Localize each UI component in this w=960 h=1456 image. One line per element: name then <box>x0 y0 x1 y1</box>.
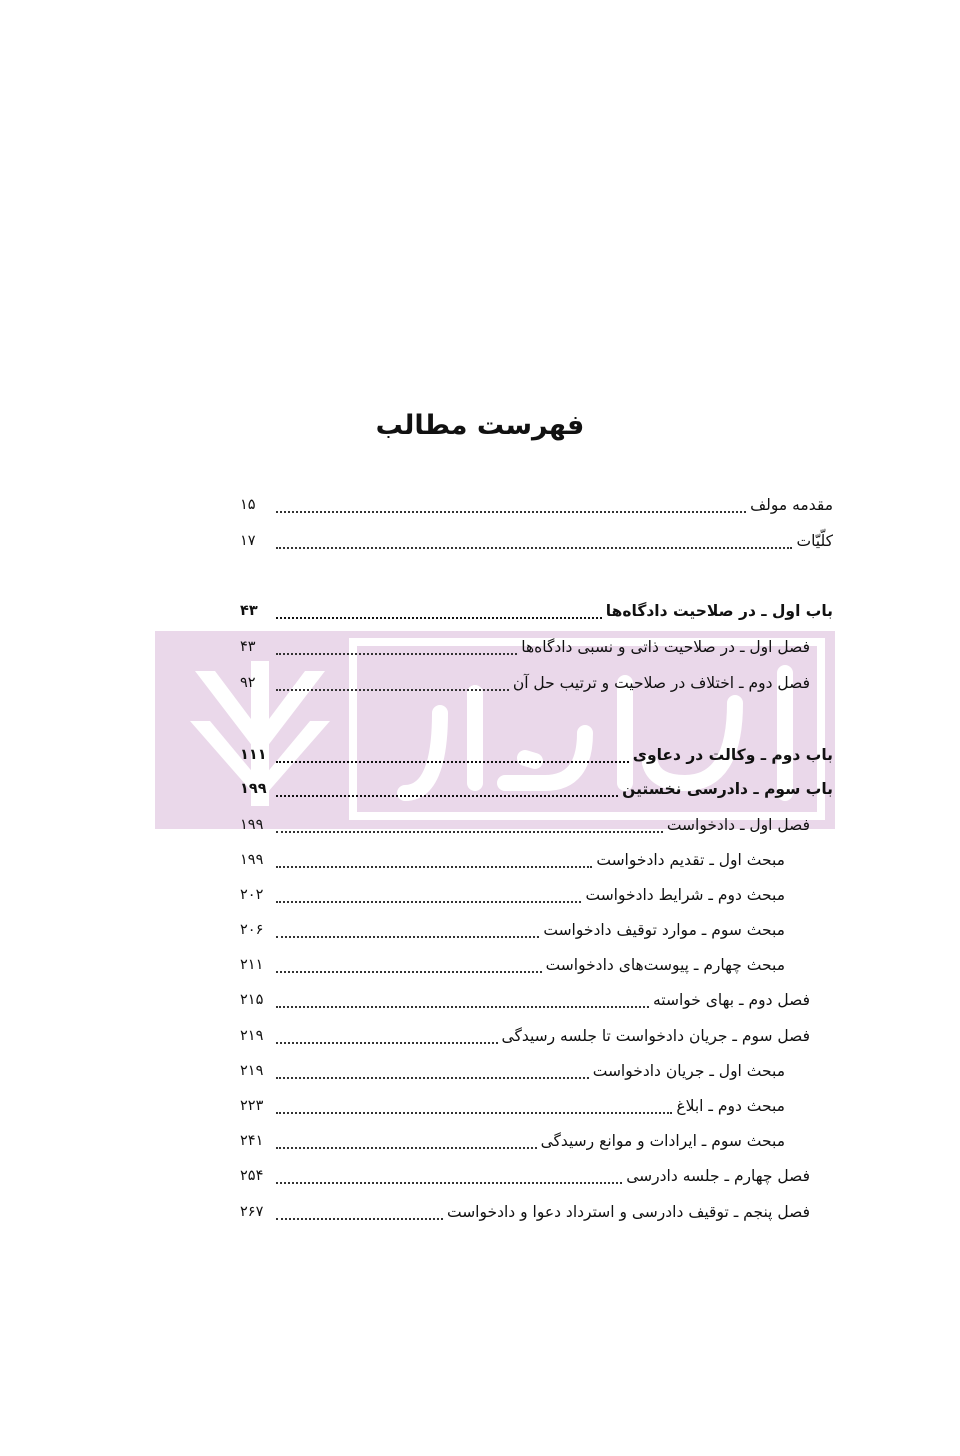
toc-entry <box>240 985 810 1015</box>
toc-entry-page-number: ۲۰۶ <box>240 922 264 938</box>
toc-entry <box>240 1056 785 1086</box>
toc-entry-page-number: ۱۷ <box>240 533 256 549</box>
dot-leader <box>276 830 663 833</box>
toc-entry-page-number: ۲۱۱ <box>240 957 264 973</box>
toc-entry <box>240 880 785 910</box>
dot-leader <box>276 652 517 655</box>
dot-leader <box>276 970 542 973</box>
dot-leader <box>276 1005 649 1008</box>
toc-entry-label: مبحث دوم ـ شرایط دادخواست <box>585 886 785 904</box>
toc-entry-label: باب دوم ـ وکالت در دعاوی <box>632 746 833 764</box>
page-title: فهرست مطالب <box>375 410 585 441</box>
toc-entry-label: باب سوم ـ دادرسی نخستین <box>622 780 833 798</box>
toc-entry-label: باب اول ـ در صلاحیت دادگاه‌ها <box>605 602 833 620</box>
toc-entry <box>240 490 833 520</box>
dot-leader <box>276 1146 537 1149</box>
toc-entry-label: فصل دوم ـ اختلاف در صلاحیت و ترتیب حل آن <box>512 674 810 692</box>
toc-entry-page-number: ۱۹۹ <box>240 852 264 868</box>
toc-entry <box>240 950 785 980</box>
toc-entry-label: مقدمه مولف <box>750 496 833 514</box>
toc-entry-label: مبحث دوم ـ ابلاغ <box>676 1097 785 1115</box>
toc-entry-label: فصل اول ـ دادخواست <box>666 816 810 834</box>
toc-entry-page-number: ۴۳ <box>240 639 256 655</box>
toc-entry <box>240 1197 810 1227</box>
toc-entry-page-number: ۲۲۳ <box>240 1098 264 1114</box>
dot-leader <box>276 900 581 903</box>
toc-entry-label: مبحث چهارم ـ پیوست‌های دادخواست <box>545 956 785 974</box>
toc-entry <box>240 774 833 804</box>
dot-leader <box>276 935 539 938</box>
toc-entry-page-number: ۲۴۱ <box>240 1133 264 1149</box>
toc-entry-label: فصل پنجم ـ توقیف دادرسی و استرداد دعوا و دادخواست <box>446 1203 810 1221</box>
toc-entry-page-number: ۱۵ <box>240 497 256 513</box>
toc-entry-label: فصل چهارم ـ جلسه دادرسی <box>626 1167 810 1185</box>
toc-entry <box>240 1161 810 1191</box>
dot-leader <box>276 688 509 691</box>
toc-entry-page-number: ۲۶۷ <box>240 1204 264 1220</box>
dot-leader <box>276 510 746 513</box>
toc-entry-page-number: ۲۰۲ <box>240 887 264 903</box>
toc-entry-page-number: ۱۹۹ <box>240 781 267 797</box>
toc-entry-label: مبحث سوم ـ موارد توقیف دادخواست <box>543 921 785 939</box>
toc-entry-page-number: ۲۱۹ <box>240 1028 264 1044</box>
toc-entry <box>240 845 785 875</box>
toc-entry <box>240 526 833 556</box>
toc-entry-label: فصل اول ـ در صلاحیت ذاتی و نسبی دادگاه‌ها <box>521 638 810 656</box>
toc-entry <box>240 1126 785 1156</box>
toc-entry-page-number: ۱۹۹ <box>240 817 264 833</box>
toc-entry-page-number: ۲۱۵ <box>240 992 264 1008</box>
dot-leader <box>276 794 618 797</box>
dot-leader <box>276 1076 589 1079</box>
toc-entry <box>240 632 810 662</box>
toc-entry-label: مبحث اول ـ تقدیم دادخواست <box>596 851 785 869</box>
dot-leader <box>276 1111 672 1114</box>
toc-entry <box>240 596 833 626</box>
toc-entry <box>240 1021 810 1051</box>
toc-entry-label: فصل سوم ـ جریان دادخواست تا جلسه رسیدگی <box>501 1027 810 1045</box>
dot-leader <box>276 546 792 549</box>
toc-entry <box>240 915 785 945</box>
toc-entry-label: مبحث سوم ـ ایرادات و موانع رسیدگی <box>540 1132 785 1150</box>
dot-leader <box>276 616 602 619</box>
toc-entry-label: کلّیّات <box>796 532 833 550</box>
dot-leader <box>276 760 629 763</box>
toc-entry-page-number: ۹۲ <box>240 675 256 691</box>
toc-entry-page-number: ۴۳ <box>240 603 258 619</box>
toc-entry-page-number: ۲۱۹ <box>240 1063 264 1079</box>
toc-entry <box>240 1091 785 1121</box>
toc-entry-label: فصل دوم ـ بهای خواسته <box>652 991 810 1009</box>
toc-entry-page-number: ۱۱۱ <box>240 747 267 763</box>
toc-entry <box>240 668 810 698</box>
toc-entry <box>240 740 833 770</box>
dot-leader <box>276 865 592 868</box>
toc-entry-label: مبحث اول ـ جریان دادخواست <box>592 1062 785 1080</box>
toc-entry <box>240 810 810 840</box>
dot-leader <box>276 1041 498 1044</box>
toc-entry-page-number: ۲۵۴ <box>240 1168 264 1184</box>
dot-leader <box>276 1181 622 1184</box>
dot-leader <box>276 1217 443 1220</box>
